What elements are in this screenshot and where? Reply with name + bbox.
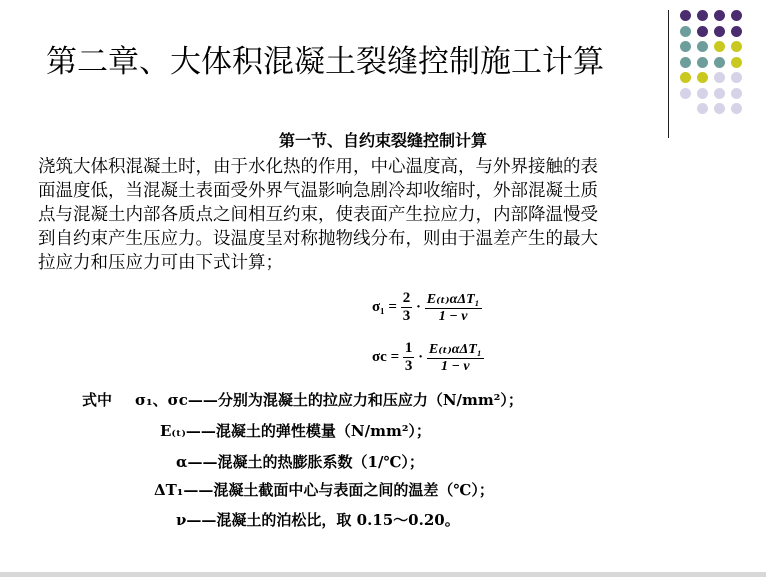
- fraction-numerator: E₍ₜ₎αΔT₁: [428, 341, 482, 357]
- decorative-dot: [680, 72, 691, 83]
- legend-line-temp-diff: ΔT₁——混凝土截面中心与表面之间的温差（℃）；: [154, 481, 494, 499]
- decorative-dot: [680, 88, 691, 99]
- legend-line-modulus: E₍ₜ₎——混凝土的弹性模量（N/mm²）；: [160, 422, 431, 440]
- fraction-coefficient: [401, 290, 413, 325]
- decorative-dot: [714, 57, 725, 68]
- fraction-numerator: 2: [402, 290, 411, 306]
- legend-line-expansion: α——混凝土的热膨胀系数（1/℃）；: [176, 453, 424, 471]
- decorative-dot: [731, 57, 742, 68]
- decorative-dot: [731, 41, 742, 52]
- legend-prefix: 式中: [82, 391, 113, 409]
- decorative-dot: [697, 10, 708, 21]
- fraction-numerator: E₍ₜ₎αΔT₁: [426, 291, 480, 307]
- decorative-dot: [714, 72, 725, 83]
- decorative-dot: [714, 103, 725, 114]
- title-divider: [668, 10, 669, 138]
- decorative-dot: [731, 26, 742, 37]
- legend-line-stress: σ₁、σc——分别为混凝土的拉应力和压应力（N/mm²）；: [135, 391, 523, 409]
- paragraph-line: 拉应力和压应力可由下式计算；: [38, 253, 283, 273]
- formula-compressive-stress: [372, 340, 484, 375]
- fraction-denominator: 3: [402, 308, 411, 324]
- decorative-dot: [714, 41, 725, 52]
- decorative-dot: [680, 26, 691, 37]
- decorative-dot: [697, 57, 708, 68]
- decorative-dot: [697, 41, 708, 52]
- decorative-dot: [714, 10, 725, 21]
- fraction-coefficient: [403, 340, 415, 375]
- fraction-denominator: 1 − ν: [440, 358, 470, 374]
- decorative-dot-grid: [680, 10, 760, 120]
- decorative-dot: [680, 41, 691, 52]
- decorative-dot: [680, 10, 691, 21]
- formula-lhs: σc =: [372, 349, 400, 365]
- section-title: 第一节、自约束裂缝控制计算: [278, 131, 487, 150]
- body-paragraph: [38, 155, 738, 275]
- decorative-dot: [697, 103, 708, 114]
- paragraph-line: 面温度低，当混凝土表面受外界气温影响急剧冷却收缩时，外部混凝土质: [38, 181, 598, 201]
- formula-tensile-stress: [372, 290, 482, 325]
- multiply-dot: ·: [415, 299, 421, 315]
- decorative-dot: [697, 88, 708, 99]
- decorative-dot: [731, 10, 742, 21]
- slide-title: 第二章、大体积混凝土裂缝控制施工计算: [46, 44, 604, 80]
- fraction-main: [425, 291, 482, 325]
- fraction-numerator: 1: [404, 340, 413, 356]
- decorative-dot: [680, 57, 691, 68]
- decorative-dot: [697, 72, 708, 83]
- legend-line-poisson: ν——混凝土的泊松比，取 0.15～0.20。: [176, 511, 460, 529]
- decorative-dot: [731, 72, 742, 83]
- decorative-dot: [731, 103, 742, 114]
- multiply-dot: ·: [418, 349, 424, 365]
- fraction-denominator: 3: [404, 358, 413, 374]
- decorative-dot: [714, 88, 725, 99]
- decorative-dot: [697, 26, 708, 37]
- paragraph-line: 到自约束产生压应力。设温度呈对称抛物线分布，则由于温差产生的最大: [38, 229, 598, 249]
- bottom-divider: [0, 572, 766, 577]
- formula-lhs: σ₁ =: [372, 299, 397, 315]
- paragraph-line: 点与混凝土内部各质点之间相互约束，使表面产生拉应力，内部降温慢受: [38, 205, 598, 225]
- decorative-dot: [731, 88, 742, 99]
- fraction-denominator: 1 − ν: [438, 308, 468, 324]
- paragraph-line: 浇筑大体积混凝土时，由于水化热的作用，中心温度高，与外界接触的表: [38, 157, 598, 177]
- fraction-main: [427, 341, 484, 375]
- decorative-dot: [714, 26, 725, 37]
